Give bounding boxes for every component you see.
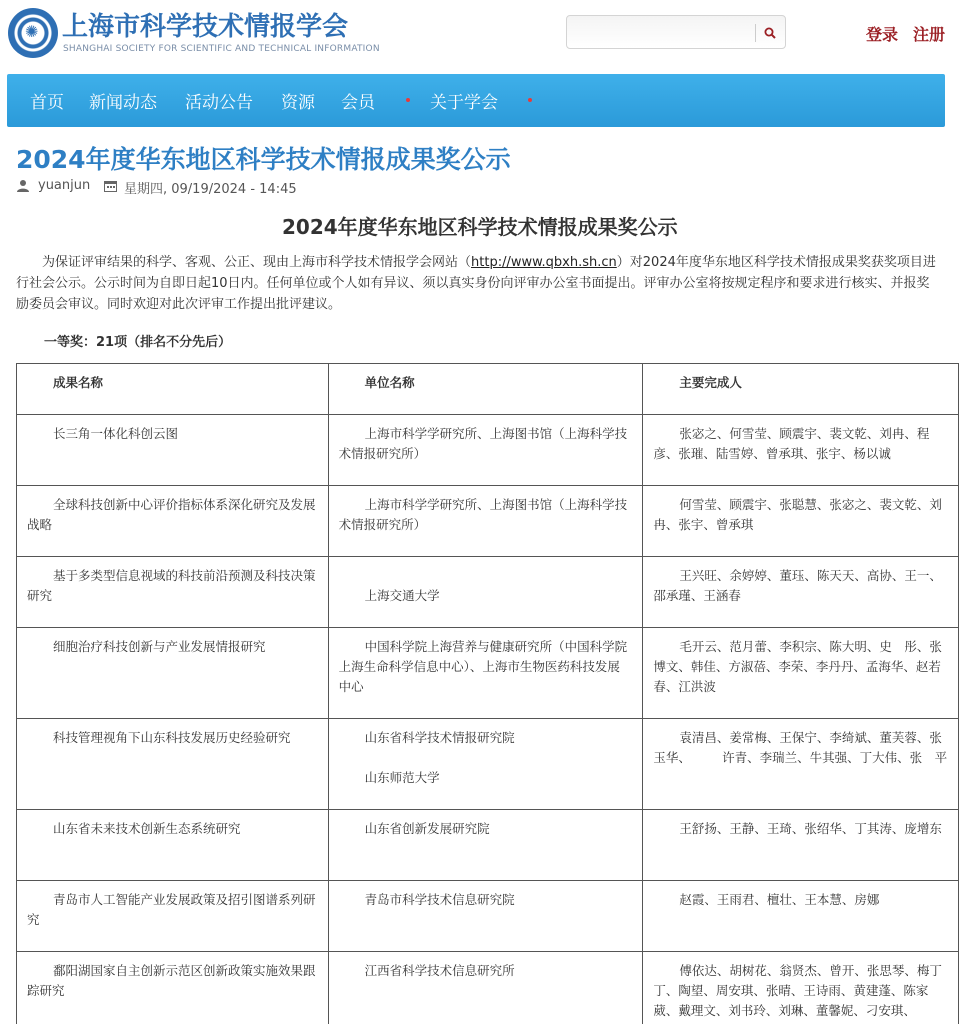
cell-people xyxy=(643,810,959,881)
nav-item-resources[interactable]: 资源 xyxy=(281,93,315,113)
row-name: 长三角一体化科创云图 xyxy=(53,426,179,441)
cell-name xyxy=(17,486,329,557)
article-paragraph xyxy=(16,252,936,315)
header-unit: 单位名称 xyxy=(328,364,643,415)
cell-name xyxy=(17,810,329,881)
row-unit: 山东省创新发展研究院 xyxy=(364,821,490,836)
row-people: 袁清昌、姜常梅、王保宁、李绮斌、董芙蓉、张玉华、 许青、李瑞兰、牛其强、丁大伟、张 平 xyxy=(653,730,948,765)
article-heading: 2024年度华东地区科学技术情报成果奖公示 xyxy=(282,215,678,239)
row-unit: 江西省科学技术信息研究所 xyxy=(364,963,515,978)
article-date: 星期四, 09/19/2024 - 14:45 xyxy=(124,182,297,197)
row-unit: 中国科学院上海营养与健康研究所（中国科学院上海生命科学信息中心）、上海市生物医药科技发展中心 xyxy=(338,639,628,694)
row-people: 王兴旺、余婷婷、董珏、陈天天、高协、王一、邵承瑾、王涵春 xyxy=(653,568,942,603)
header-achievement: 成果名称 xyxy=(17,364,329,415)
nav-item-home[interactable]: 首页 xyxy=(30,93,64,113)
nav-item-events[interactable]: 活动公告 xyxy=(185,93,253,113)
para-text-2: ）对2024年度华东地区科学技术情报成果奖获奖项目进行社会公示。公示时间为自即日起10日内。任何单位或个人如有异议、须以真实身份向评审办公室书面提出。评审办公室将按规定程序和要求进行核实、并报奖励委员会审议。同时欢迎对此次评审工作提出批评建议。 xyxy=(16,255,936,312)
cell-unit xyxy=(328,719,643,810)
article-author: yuanjun xyxy=(38,178,91,193)
cell-unit xyxy=(328,557,643,628)
cell-people xyxy=(643,415,959,486)
cell-people xyxy=(643,557,959,628)
table-row xyxy=(17,719,959,810)
cell-people xyxy=(643,881,959,952)
table-row xyxy=(17,628,959,719)
logo-star-icon: ✺ xyxy=(25,22,39,41)
user-icon xyxy=(16,179,30,193)
calendar-icon xyxy=(104,180,117,192)
row-name: 山东省未来技术创新生态系统研究 xyxy=(53,821,241,836)
cell-people xyxy=(643,952,959,1024)
cell-unit xyxy=(328,486,643,557)
site-logo[interactable] xyxy=(8,8,58,58)
row-unit: 山东省科学技术情报研究院 xyxy=(364,730,515,745)
awards-table xyxy=(16,363,959,1024)
row-unit: 青岛市科学技术信息研究院 xyxy=(364,892,515,907)
row-people: 王舒扬、王静、王琦、张绍华、丁其涛、庞增东 xyxy=(679,821,942,836)
cell-name xyxy=(17,719,329,810)
register-link[interactable]: 注册 xyxy=(913,25,946,44)
table-row xyxy=(17,486,959,557)
table-row xyxy=(17,810,959,881)
row-name: 鄱阳湖国家自主创新示范区创新政策实施效果跟踪研究 xyxy=(27,963,316,998)
search-box xyxy=(566,15,786,49)
cell-name xyxy=(17,628,329,719)
nav-dot xyxy=(528,98,532,102)
cell-name xyxy=(17,952,329,1024)
cell-people xyxy=(643,486,959,557)
row-people: 赵霞、王雨君、檀壮、王本慧、房娜 xyxy=(679,892,880,907)
row-unit: 上海市科学学研究所、上海图书馆（上海科学技术情报研究所） xyxy=(338,426,628,461)
nav-item-about[interactable]: 关于学会 xyxy=(430,93,498,113)
table-row xyxy=(17,881,959,952)
cell-unit xyxy=(328,628,643,719)
header-people: 主要完成人 xyxy=(643,364,959,415)
row-unit: 上海市科学学研究所、上海图书馆（上海科学技术情报研究所） xyxy=(338,497,628,532)
row-unit-2: 山东师范大学 xyxy=(364,770,440,785)
row-people: 张宓之、何雪莹、顾震宇、裴文乾、刘冉、程彦、张璀、陆雪婷、曾承琪、张宇、杨以诚 xyxy=(653,426,930,461)
site-url-link[interactable]: http://www.qbxh.sh.cn xyxy=(471,255,617,270)
cell-name xyxy=(17,881,329,952)
site-header xyxy=(0,0,965,72)
search-icon xyxy=(764,27,776,39)
nav-dot xyxy=(406,98,410,102)
row-unit: 上海交通大学 xyxy=(364,588,440,603)
row-name: 细胞治疗科技创新与产业发展情报研究 xyxy=(53,639,266,654)
article-title[interactable]: 2024年度华东地区科学技术情报成果奖公示 xyxy=(16,145,511,174)
main-nav xyxy=(7,74,945,127)
login-link[interactable]: 登录 xyxy=(866,25,899,44)
prize-label: 一等奖：21项（排名不分先后） xyxy=(44,335,232,350)
cell-unit xyxy=(328,415,643,486)
site-subtitle: SHANGHAI SOCIETY FOR SCIENTIFIC AND TECHNICAL INFORMATION xyxy=(63,44,380,54)
nav-item-members[interactable]: 会员 xyxy=(341,93,375,113)
para-text-1: 为保证评审结果的科学、客观、公正、现由上海市科学技术情报学会网站（ xyxy=(42,255,472,270)
table-row xyxy=(17,415,959,486)
table-row xyxy=(17,952,959,1024)
cell-unit xyxy=(328,881,643,952)
site-title[interactable]: 上海市科学技术情报学会 xyxy=(62,12,349,42)
cell-name xyxy=(17,415,329,486)
row-name: 科技管理视角下山东科技发展历史经验研究 xyxy=(53,730,291,745)
row-people: 傅依达、胡树花、翁贤杰、曾开、张思琴、梅丁丁、陶望、周安琪、张晴、王诗雨、黄建蓬、陈家葳、戴理文、刘书玲、刘琳、董馨妮、刁安琪、 xyxy=(653,963,942,1018)
row-name: 基于多类型信息视域的科技前沿预测及科技决策研究 xyxy=(27,568,316,603)
cell-people xyxy=(643,719,959,810)
search-button[interactable] xyxy=(759,20,783,46)
row-people: 何雪莹、顾震宇、张聪慧、张宓之、裴文乾、刘冉、张宇、曾承琪 xyxy=(653,497,942,532)
cell-unit xyxy=(328,952,643,1024)
row-name: 全球科技创新中心评价指标体系深化研究及发展战略 xyxy=(27,497,316,532)
cell-unit xyxy=(328,810,643,881)
search-divider xyxy=(755,24,756,42)
row-people: 毛开云、范月蕾、李积宗、陈大明、史 彤、张博文、韩佳、方淑蓓、李荣、李丹丹、孟海华、赵若春、江洪波 xyxy=(653,639,942,694)
cell-name xyxy=(17,557,329,628)
cell-people xyxy=(643,628,959,719)
table-row xyxy=(17,557,959,628)
search-input[interactable] xyxy=(571,19,753,45)
nav-item-news[interactable]: 新闻动态 xyxy=(89,93,157,113)
row-name: 青岛市人工智能产业发展政策及招引图谱系列研究 xyxy=(27,892,316,927)
table-header-row xyxy=(17,364,959,415)
